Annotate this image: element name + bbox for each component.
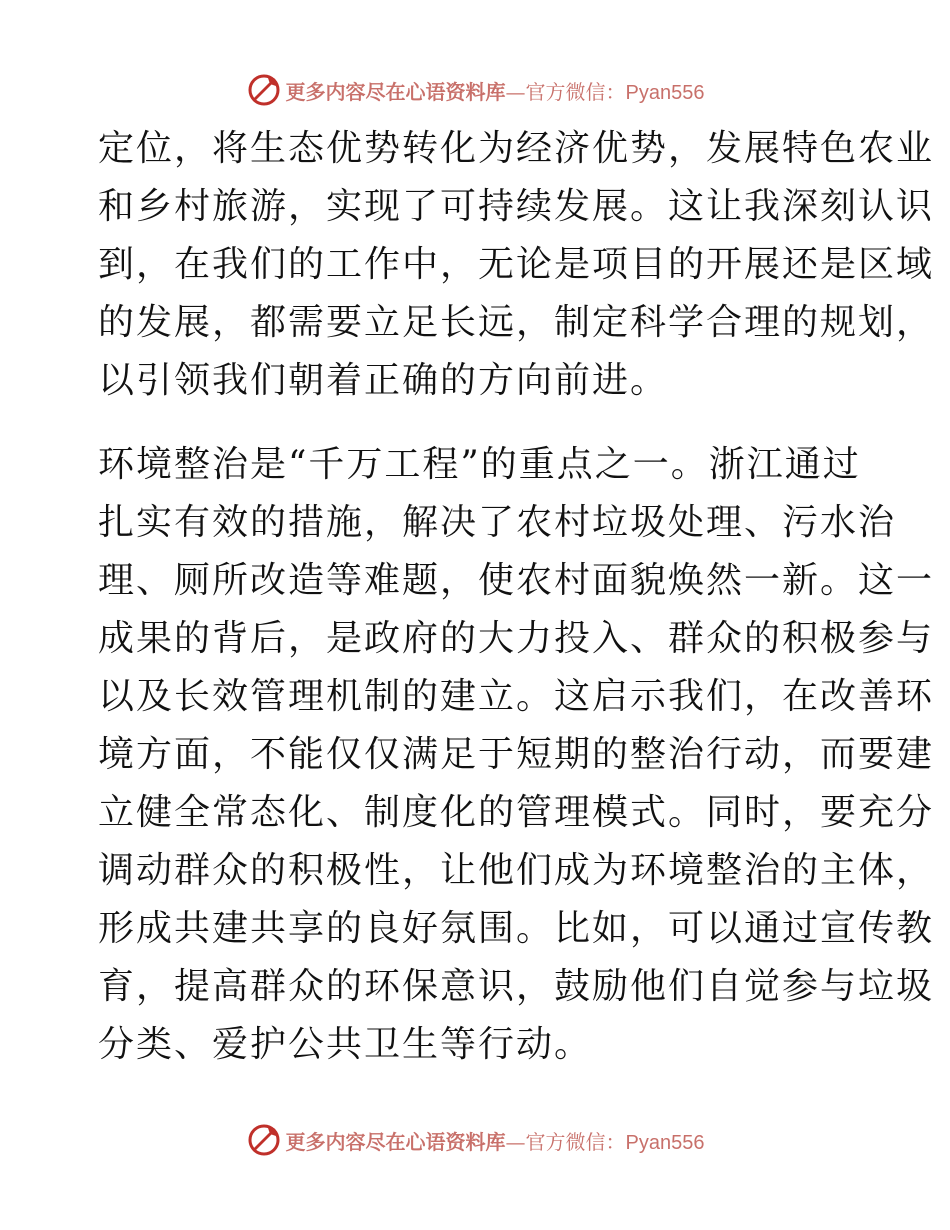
text-line: 形成共建共享的良好氛围。比如，可以通过宣传教 — [98, 908, 935, 949]
text-line: 分类、爱护公共卫生等行动。 — [98, 1024, 593, 1065]
banner-contact-id: Pyan556 — [625, 1131, 705, 1154]
text-line: 立健全常态化、制度化的管理模式。同时，要充分 — [98, 792, 935, 833]
header-banner — [0, 70, 950, 110]
banner-contact-id: Pyan556 — [625, 81, 705, 104]
text-line: 境方面，不能仅仅满足于短期的整治行动，而要建 — [98, 734, 935, 775]
paragraph-2 — [98, 436, 935, 1074]
quill-logo-icon — [246, 72, 282, 108]
banner-dash: — — [505, 1129, 526, 1154]
paragraph-1 — [98, 120, 935, 410]
banner-main-text: 更多内容尽在心语资料库 — [285, 79, 506, 104]
text-line: 定位，将生态优势转化为经济优势，发展特色农业 — [98, 128, 935, 169]
text-line: 到，在我们的工作中，无论是项目的开展还是区域 — [98, 244, 935, 285]
text-line: 环境整治是“千万工程”的重点之一。浙江通过 — [98, 444, 861, 485]
quill-logo-icon — [246, 1122, 282, 1158]
text-line: 调动群众的积极性，让他们成为环境整治的主体， — [98, 850, 935, 891]
banner-main-text: 更多内容尽在心语资料库 — [285, 1129, 506, 1154]
text-line: 的发展，都需要立足长远，制定科学合理的规划， — [98, 302, 935, 343]
banner-text — [286, 1126, 705, 1155]
text-line: 和乡村旅游，实现了可持续发展。这让我深刻认识 — [98, 186, 935, 227]
text-line: 理、厕所改造等难题，使农村面貌焕然一新。这一 — [98, 560, 935, 601]
text-line: 以引领我们朝着正确的方向前进。 — [98, 360, 669, 401]
document-body — [98, 120, 935, 1074]
banner-contact-label: 官方微信： — [525, 79, 626, 104]
footer-banner — [0, 1120, 950, 1160]
paragraph-gap — [98, 410, 858, 436]
banner-dash: — — [505, 79, 526, 104]
text-line: 扎实有效的措施，解决了农村垃圾处理、污水治 — [98, 502, 897, 543]
text-line: 育，提高群众的环保意识，鼓励他们自觉参与垃圾 — [98, 966, 935, 1007]
text-line: 成果的背后，是政府的大力投入、群众的积极参与 — [98, 618, 935, 659]
banner-text — [286, 76, 705, 105]
banner-contact-label: 官方微信： — [525, 1129, 626, 1154]
text-line: 以及长效管理机制的建立。这启示我们，在改善环 — [98, 676, 935, 717]
